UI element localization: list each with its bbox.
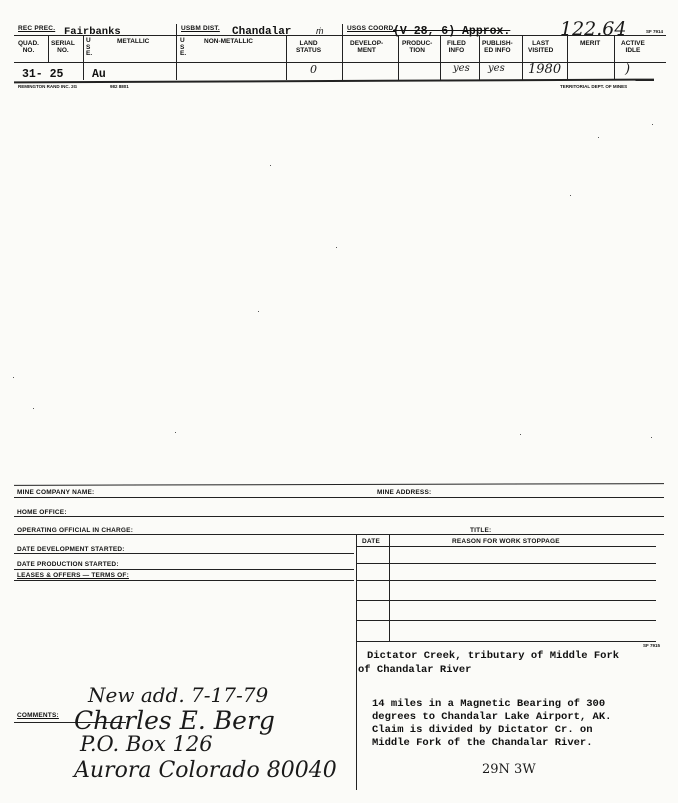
- bearing-note-line2: degrees to Chandalar Lake Airport, AK.: [372, 711, 612, 723]
- col-development: DEVELOP- MENT: [350, 40, 384, 54]
- header-mark: ṁ: [316, 26, 324, 36]
- col-quad: QUAD. NO.: [18, 40, 39, 54]
- col-merit: MERIT: [580, 40, 601, 47]
- rec-prec-label: REC PREC.: [18, 25, 56, 32]
- row-metallic: Au: [92, 68, 106, 81]
- col-active-idle: ACTIVE IDLE: [621, 40, 645, 54]
- col-land-status: LAND STATUS: [296, 40, 322, 54]
- home-office-label: HOME OFFICE:: [17, 509, 67, 516]
- rec-prec-value: Fairbanks: [64, 26, 121, 38]
- handwritten-po-box: P.O. Box 126: [80, 732, 213, 756]
- col-use-metallic: U S E.: [86, 37, 93, 57]
- form-code-bottom: SF 7915: [643, 643, 661, 648]
- bearing-note-line1: 14 miles in a Magnetic Bearing of 300: [372, 698, 606, 710]
- handwritten-number: 122.64: [560, 18, 627, 40]
- row-last-visited: 1980: [528, 62, 562, 77]
- col-metallic: METALLIC: [117, 38, 150, 45]
- row-active-mark: ): [625, 62, 631, 77]
- usgm-dist-value: Chandalar: [232, 26, 292, 38]
- handwritten-city: Aurora Colorado 80040: [74, 758, 337, 783]
- location-note-line1: Dictator Creek, tributary of Middle Fork: [367, 650, 620, 662]
- operating-official-label: OPERATING OFFICIAL IN CHARGE:: [17, 527, 134, 534]
- date-development-label: DATE DEVELOPMENT STARTED:: [17, 546, 125, 553]
- row-land-status: 0: [310, 63, 317, 76]
- col-non-metallic: NON-METALLIC: [204, 38, 253, 45]
- printer-imprint: REMINGTON RAND INC. 2G: [18, 84, 78, 89]
- usgs-coord-value: (V 28, 6) Approx.: [393, 25, 511, 38]
- row-published-info: yes: [488, 63, 505, 74]
- dept-imprint: TERRITORIAL DEPT. OF MINES: [560, 84, 628, 89]
- usgm-dist-label: USBM DIST.: [181, 25, 220, 32]
- date-production-label: DATE PRODUCTION STARTED:: [17, 561, 119, 568]
- comments-label: COMMENTS:: [17, 712, 59, 719]
- handwritten-new-add: New add. 7-17-79: [88, 683, 269, 707]
- handwritten-name: Charles E. Berg: [74, 706, 275, 735]
- row-quad-serial: 31- 25: [22, 68, 64, 81]
- location-note-line2: of Chandalar River: [358, 664, 472, 676]
- col-serial: SERIAL NO.: [51, 40, 75, 54]
- form-code-top: SF 7914: [646, 29, 664, 34]
- mine-address-label: MINE ADDRESS:: [377, 489, 432, 496]
- col-last-visited: LAST VISITED: [528, 40, 554, 54]
- reason-header: REASON FOR WORK STOPPAGE: [452, 538, 560, 545]
- mine-company-name-label: MINE COMPANY NAME:: [17, 489, 95, 496]
- printer-codes: 982 8801: [110, 84, 129, 89]
- title-label: TITLE:: [470, 527, 492, 534]
- col-production: PRODUC- TION: [402, 40, 433, 54]
- bearing-note-line4: Middle Fork of the Chandalar River.: [372, 737, 593, 749]
- handwritten-township: 29N 3W: [482, 762, 536, 777]
- bearing-note-line3: Claim is divided by Dictator Cr. on: [372, 724, 593, 736]
- date-header: DATE: [362, 538, 381, 545]
- usgs-coord-label: USGS COORD.: [347, 25, 396, 32]
- row-filed-info: yes: [453, 63, 470, 74]
- col-published-info: PUBLISH- ED INFO: [482, 40, 513, 54]
- col-use-nonmetallic: U S E.: [180, 37, 187, 57]
- col-filed-info: FILED INFO: [447, 40, 466, 54]
- leases-offers-label: LEASES & OFFERS — TERMS OF:: [17, 572, 129, 579]
